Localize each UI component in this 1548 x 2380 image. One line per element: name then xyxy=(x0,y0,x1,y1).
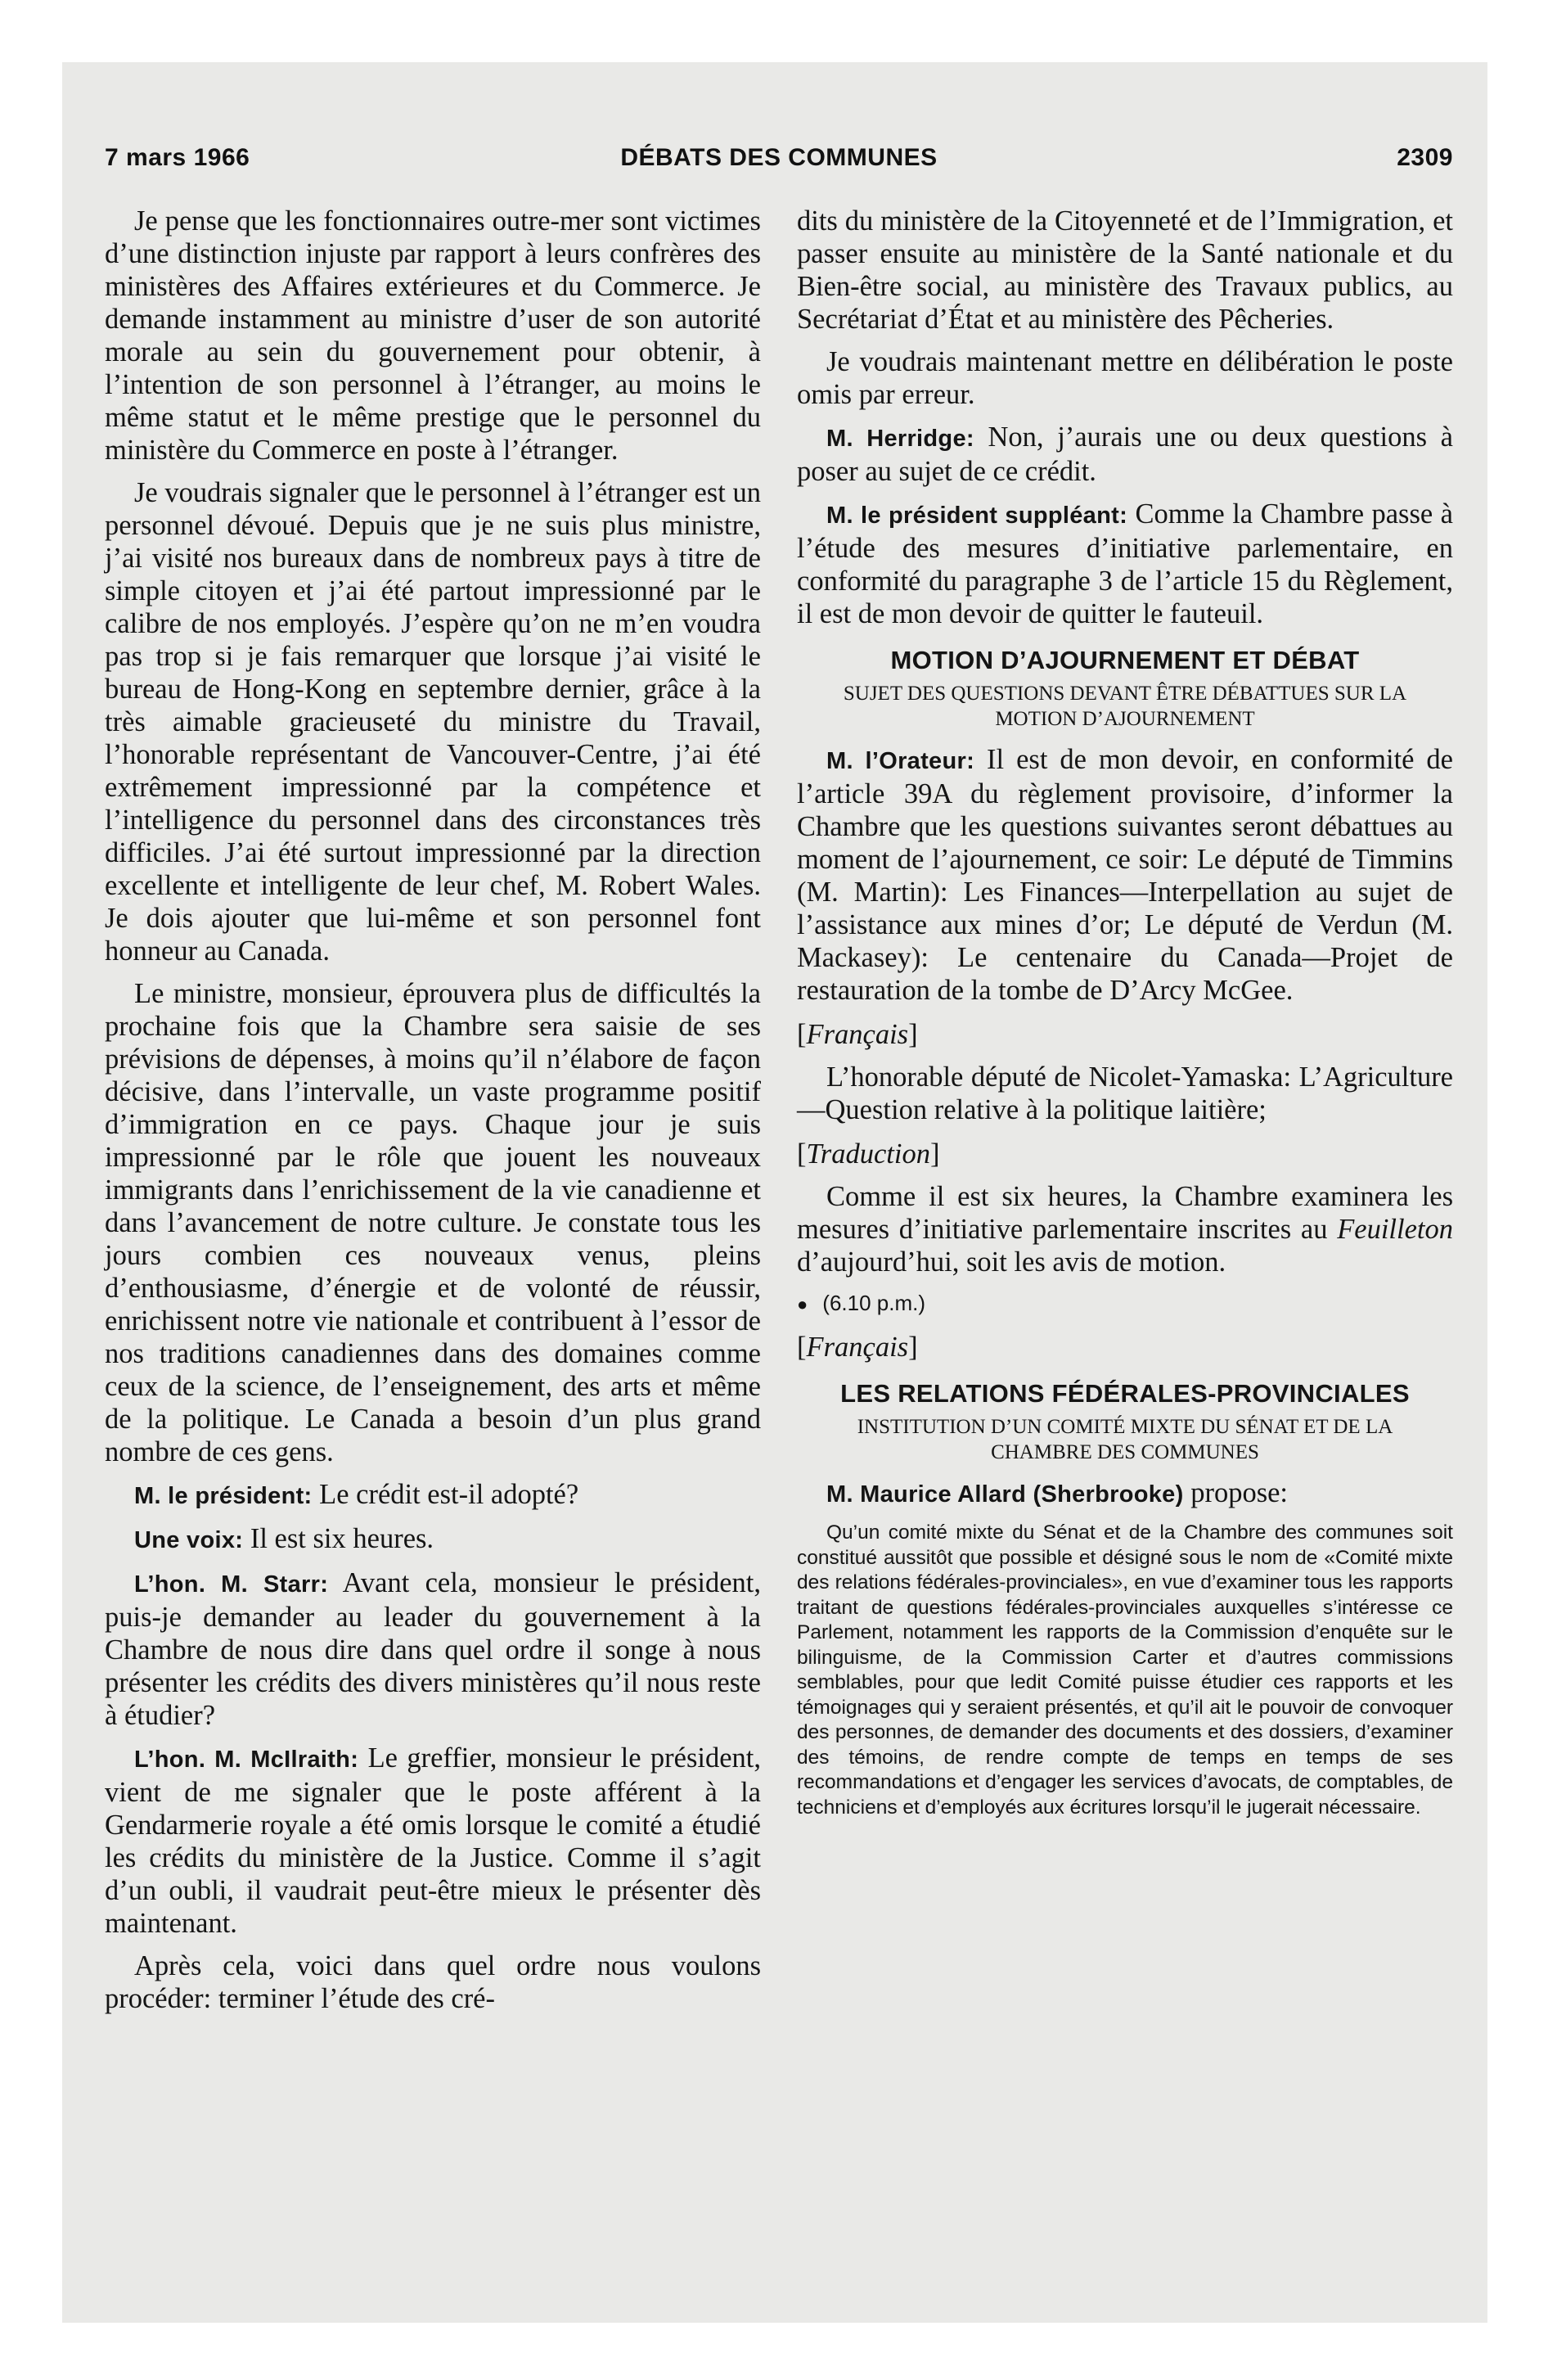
paragraph: Je voudrais signaler que le personnel à l’étranger est un personnel dévoué. Depuis que je ne suis plus ministre, j’ai visité nos bureaux dans de nombreux pays à titre de simple citoyen et j’ai été partout impressionné par le calibre de nos employés. J’espère qu’on ne m’en voudra pas trop si je fais remarquer que lorsque j’ai visité le bureau de Hong-Kong en septembre dernier, grâce à la très aimable gracieuseté du ministre du Travail, l’honorable représentant de Vancouver-Centre, j’ai été extrêmement impressionné par la compétence et l’intelligence du personnel dans des circonstances très difficiles. J’ai été surtout impressionné par la direction excellente et intelligente de leur chef, M. Robert Wales. Je dois ajouter que lui-même et son personnel font honneur au Canada. xyxy=(105,477,761,967)
bullet-icon: ● xyxy=(797,1294,808,1314)
paragraph: Je voudrais maintenant mettre en délibération le poste omis par erreur. xyxy=(797,346,1453,410)
speech-text: Le crédit est-il adopté? xyxy=(319,1479,579,1510)
speech-text: Comme la Chambre passe à l’étude des mesures d’initiative parlementaire, en conformité du paragraphe 3 de l’article 15 du Règlement, il est de mon devoir de quitter le fauteuil. xyxy=(797,498,1453,629)
text-run: Comme il est six heures, la Chambre examinera les mesures d’initiative parlementaire inscrites au xyxy=(797,1181,1453,1245)
header-title: DÉBATS DES COMMUNES xyxy=(620,144,938,171)
italic-text: Feuilleton xyxy=(1337,1214,1453,1245)
page-number: 2309 xyxy=(1397,144,1453,171)
language-tag-label: Français xyxy=(806,1332,909,1363)
section-subheading: INSTITUTION D’UN COMITÉ MIXTE DU SÉNAT ET DE LA CHAMBRE DES COMMUNES xyxy=(857,1416,1393,1463)
speaker-name: M. Herridge: xyxy=(826,426,974,452)
left-column xyxy=(105,205,761,2025)
page-header xyxy=(105,144,1453,193)
language-tag: [Traduction] xyxy=(797,1138,940,1170)
motion-text: Qu’un comité mixte du Sénat et de la Chambre des communes soit constitué aussitôt que possible et désigné sous le nom de «Comité mixte des relations fédérales-provinciales», en vue d’examiner tous les rapports traitant de questions fédérales-provinciales auxquelles s’intéresse ce Parlement, notamment les rapports de la Commission d’enquête sur le bilinguisme, de la Commission Carter et d’autres commissions semblables, pour que ledit Comité puisse étudier ces rapports et les témoignages qui y seraient présentés, et qu’il ait le pouvoir de convoquer des personnes, de demander des documents et des dossiers, d’examiner des témoins, de rendre compte de temps en temps de ses recommandations et d’engager les services d’avocats, de comptables, de techniciens et d’employés aux écritures lorsqu’il le jugerait nécessaire. xyxy=(797,1521,1453,1819)
speech-paragraph xyxy=(105,1566,761,1732)
time-marker xyxy=(797,1288,1453,1319)
speech-paragraph xyxy=(105,1742,761,1940)
paragraph: dits du ministère de la Citoyenneté et de l’Immigration, et passer ensuite au ministère de la Santé nationale et du Bien-être social, au ministère des Travaux publics, au Secrétariat d’État et au ministère des Pêcheries. xyxy=(797,205,1453,335)
paragraph: L’honorable député de Nicolet-Yamaska: L’Agriculture—Question relative à la politique laitière; xyxy=(797,1062,1453,1125)
language-tag-label: Traduction xyxy=(806,1138,930,1170)
speaker-name: M. l’Orateur: xyxy=(826,748,975,774)
paragraph xyxy=(797,1180,1453,1278)
language-tag: [Français] xyxy=(797,1019,918,1050)
speech-text: Le greffier, monsieur le président, vient de me signaler que le poste afférent à la Gendarmerie royale a été omis lorsque le comité a étudié les crédits du ministère de la Justice. Comme il s’agit d’un oubli, il vaudrait peut-être mieux le présenter dès maintenant. xyxy=(105,1742,761,1939)
section-heading: MOTION D’AJOURNEMENT ET DÉBAT xyxy=(890,646,1360,674)
speech-text: Avant cela, monsieur le président, puis-je demander au leader du gouvernement à la Chambre de nous dire dans quel ordre il songe à nous présenter les crédits des divers ministères qu’il nous reste à étudier? xyxy=(105,1567,761,1731)
text-run: d’aujourd’hui, soit les avis de motion. xyxy=(797,1246,1226,1278)
time-marker-text: (6.10 p.m.) xyxy=(822,1291,926,1315)
section-subheading: SUJET DES QUESTIONS DEVANT ÊTRE DÉBATTUES SUR LA MOTION D’AJOURNEMENT xyxy=(843,683,1407,730)
speaker-name: M. le président suppléant: xyxy=(826,503,1128,529)
speech-paragraph xyxy=(797,421,1453,488)
speaker-name: L’hon. M. McIlraith: xyxy=(134,1747,359,1773)
paragraph: Après cela, voici dans quel ordre nous voulons procéder: terminer l’étude des cré- xyxy=(105,1950,761,2014)
speech-paragraph xyxy=(105,1522,761,1557)
right-column xyxy=(797,205,1453,1820)
speaker-name: L’hon. M. Starr: xyxy=(134,1571,329,1598)
speech-text: propose: xyxy=(1190,1477,1289,1508)
speaker-name: M. Maurice Allard (Sherbrooke) xyxy=(826,1481,1184,1508)
header-date: 7 mars 1966 xyxy=(105,144,250,171)
paragraph: Je pense que les fonctionnaires outre-mer sont victimes d’une distinction injuste par rapport à leurs confrères des ministères des Affaires extérieures et du Commerce. Je demande instamment au ministre d’user de son autorité morale au sein du gouvernement pour obtenir, à l’intention de son personnel à l’étranger, au moins le même statut et le même prestige que le personnel du ministère du Commerce en poste à l’étranger. xyxy=(105,205,761,466)
language-tag-label: Français xyxy=(806,1019,909,1050)
speaker-name: M. le président: xyxy=(134,1483,313,1509)
language-tag: [Français] xyxy=(797,1332,918,1363)
speech-text: Non, j’aurais une ou deux questions à poser au sujet de ce crédit. xyxy=(797,421,1453,487)
speech-paragraph xyxy=(797,498,1453,630)
speech-text: Il est de mon devoir, en conformité de l’article 39A du règlement provisoire, d’informer la Chambre que les questions suivantes seront débattues au moment de l’ajournement, ce soir: Le député de Timmins (M. Martin): Les Finances—Interpellation au sujet de l’assistance aux mines d’or; Le député de Verdun (M. Mackasey): Le centenaire du Canada—Projet de restauration de la tombe de D’Arcy McGee. xyxy=(797,744,1453,1006)
speech-text: Il est six heures. xyxy=(250,1523,434,1554)
speech-paragraph xyxy=(797,743,1453,1007)
speaker-name: Une voix: xyxy=(134,1527,244,1553)
speech-paragraph xyxy=(105,1478,761,1512)
document-page xyxy=(62,62,1487,2323)
speech-paragraph xyxy=(797,1476,1453,1511)
paragraph: Le ministre, monsieur, éprouvera plus de difficultés la prochaine fois que la Chambre sera saisie de ses prévisions de dépenses, à moins qu’il n’élabore de façon décisive, dans l’intervalle, un vaste programme positif d’immigration en ce pays. Chaque jour je suis impressionné par le rôle que jouent les nouveaux immigrants dans l’enrichissement de la vie canadienne et dans l’avancement de notre culture. Je constate tous les jours combien ces nouveaux venus, pleins d’enthousiasme, d’énergie et de volonté de réussir, enrichissent notre vie nationale et contribuent à l’essor de nos traditions canadiennes dans des domaines comme ceux de la science, de l’enseignement, des arts et même de la politique. Le Canada a besoin d’un plus grand nombre de ces gens. xyxy=(105,978,761,1467)
section-heading: LES RELATIONS FÉDÉRALES-PROVINCIALES xyxy=(840,1379,1410,1408)
page-content xyxy=(105,144,1453,2014)
